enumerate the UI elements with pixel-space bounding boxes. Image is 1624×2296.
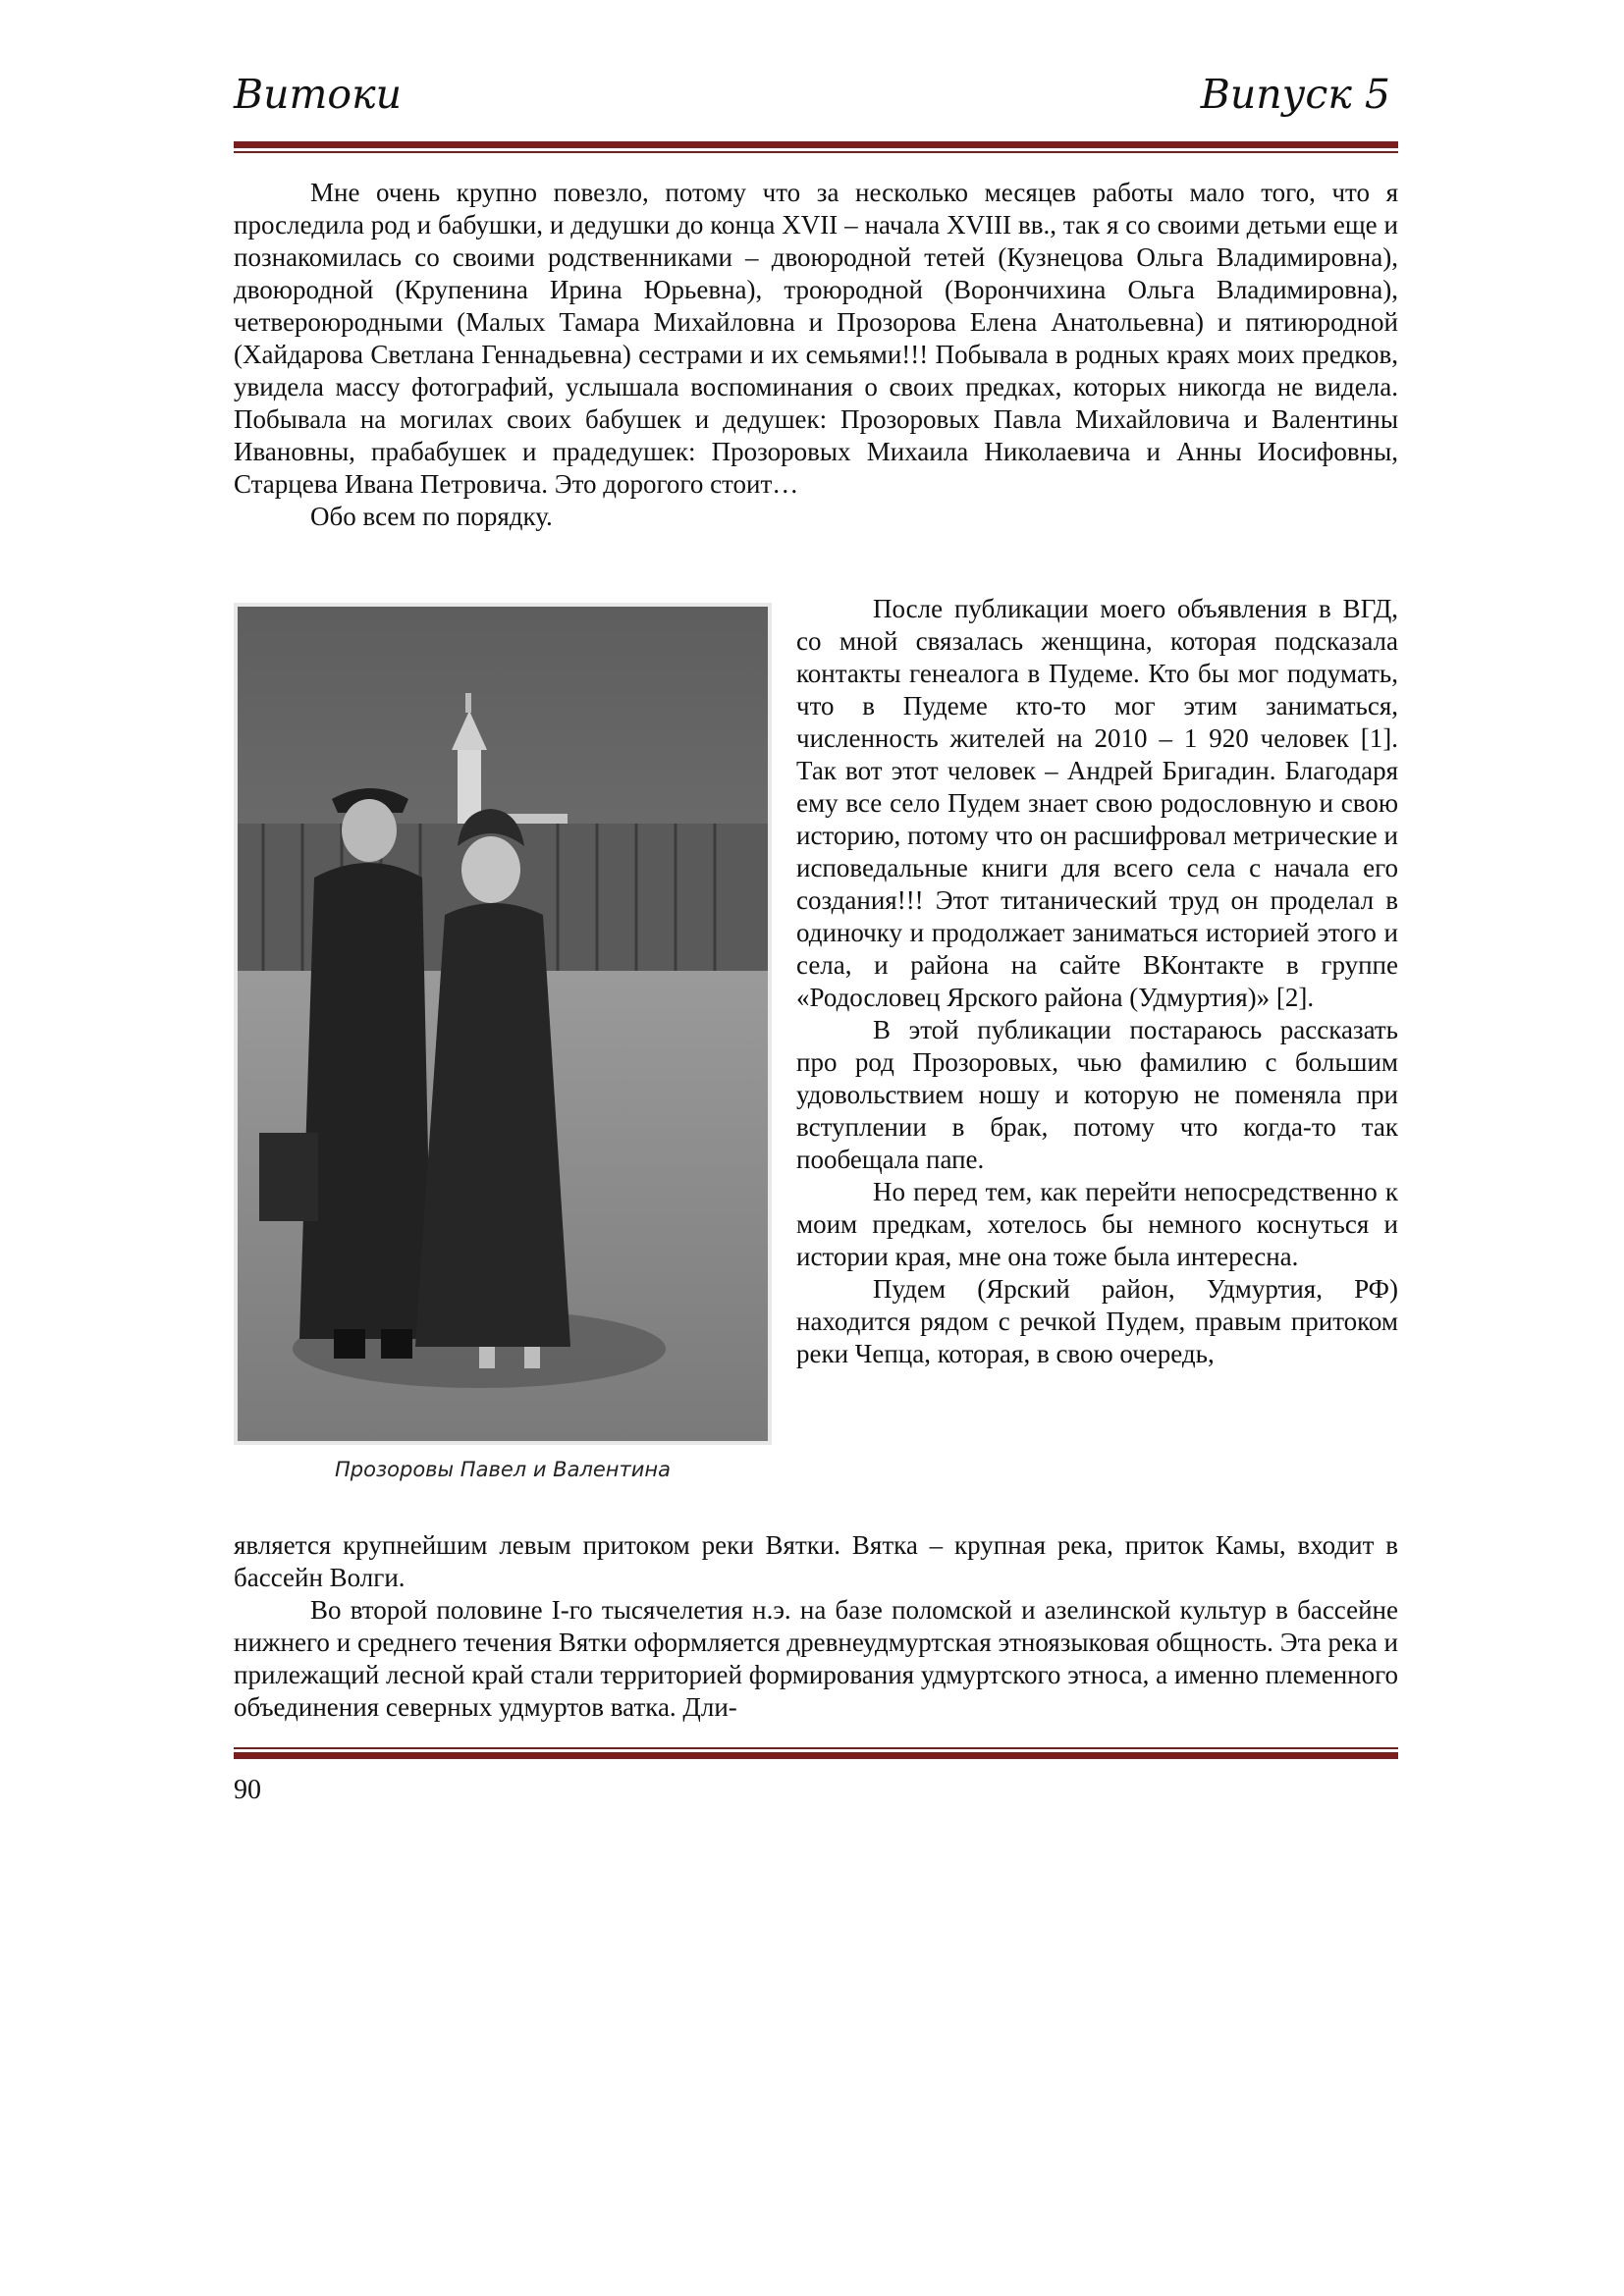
paragraph: Обо всем по порядку. [310,502,553,531]
family-photo [234,603,772,1445]
paragraph: является крупнейшим левым притоком реки Вятки. Вятка – крупная река, приток Камы, входит в бассейн Волги. [234,1530,1398,1592]
paragraph: Мне очень крупно повезло, потому что за несколько месяцев работы мало того, что я проследила род и бабушки, и дедушки до конца XVII – начала XVIII вв., так я со своими детьми еще и познакомилась со своими родственниками – двоюродной тетей (Кузнецова Ольга Владимировна), двоюродной (Крупенина Ирина Юрьевна), троюродной (Ворончихина Ольга Владимировна), четвероюродными (Малых Тамара Михайловна и Прозорова Елена Анатольевна) и пятиюродной (Хайдарова Светлана Геннадьевна) сестрами и их семьями!!! Побывала в родных краях моих предков, увидела массу фотографий, услышала воспоминания о своих предках, которых никогда не видела. Побывала на могилах своих бабушек и дедушек: Прозоровых Павла Михайловича и Валентины Ивановны, прабабушек и прадедушек: Прозоровых Михаила Николаевича и Анны Иосифовны, Старцева Ивана Петровича. Это дорогого стоит… [234,178,1398,499]
paragraph: Во второй половине I-го тысячелетия н.э. на базе поломской и азелинской культур в бассейне нижнего и среднего течения Вятки оформляется древнеудмуртская этноязыковая общность. Эта река и прилежащий лесной край стали территорией формирования удмуртского этноса, а именно племенного объединения северных удмуртов ватка. Дли- [234,1595,1398,1722]
header-rule [234,141,1398,153]
top-text-block [234,177,1398,533]
right-column-text [796,593,1398,1370]
paragraph: Пудем (Ярский район, Удмуртия, РФ) находится рядом с речкой Пудем, правым притоком реки Чепца, которая, в свою очередь, [796,1274,1398,1368]
footer-rule [234,1747,1398,1759]
paragraph: Но перед тем, как перейти непосредственно к моим предкам, хотелось бы немного коснуться и истории края, мне она тоже была интересна. [796,1177,1398,1271]
bottom-text-block [234,1529,1398,1724]
header-title-right: Випуск 5 [1200,71,1390,118]
page-number: 90 [234,1775,261,1805]
header-title-left: Витоки [234,71,402,118]
paragraph: В этой публикации постараюсь рассказать про род Прозоровых, чью фамилию с большим удовольствием ношу и которую не поменяла при вступлении в брак, потому что когда-то так пообещала папе. [796,1015,1398,1174]
paragraph: После публикации моего объявления в ВГД, со мной связалась женщина, которая подсказала контакты генеалога в Пудеме. Кто бы мог подумать, что в Пудеме кто-то мог этим заниматься, численность жителей на 2010 – 1 920 человек [1]. Так вот этот человек – Андрей Бригадин. Благодаря ему все село Пудем знает свою родословную и свою историю, потому что он расшифровал метрические и исповедальные книги для всего села с начала его создания!!! Этот титанический труд он проделал в одиночку и продолжает заниматься историей этого и села, и района на сайте ВКонтакте в группе «Родословец Ярского района (Удмуртия)» [2]. [796,594,1398,1012]
photo-caption: Прозоровы Павел и Валентина [335,1458,671,1481]
